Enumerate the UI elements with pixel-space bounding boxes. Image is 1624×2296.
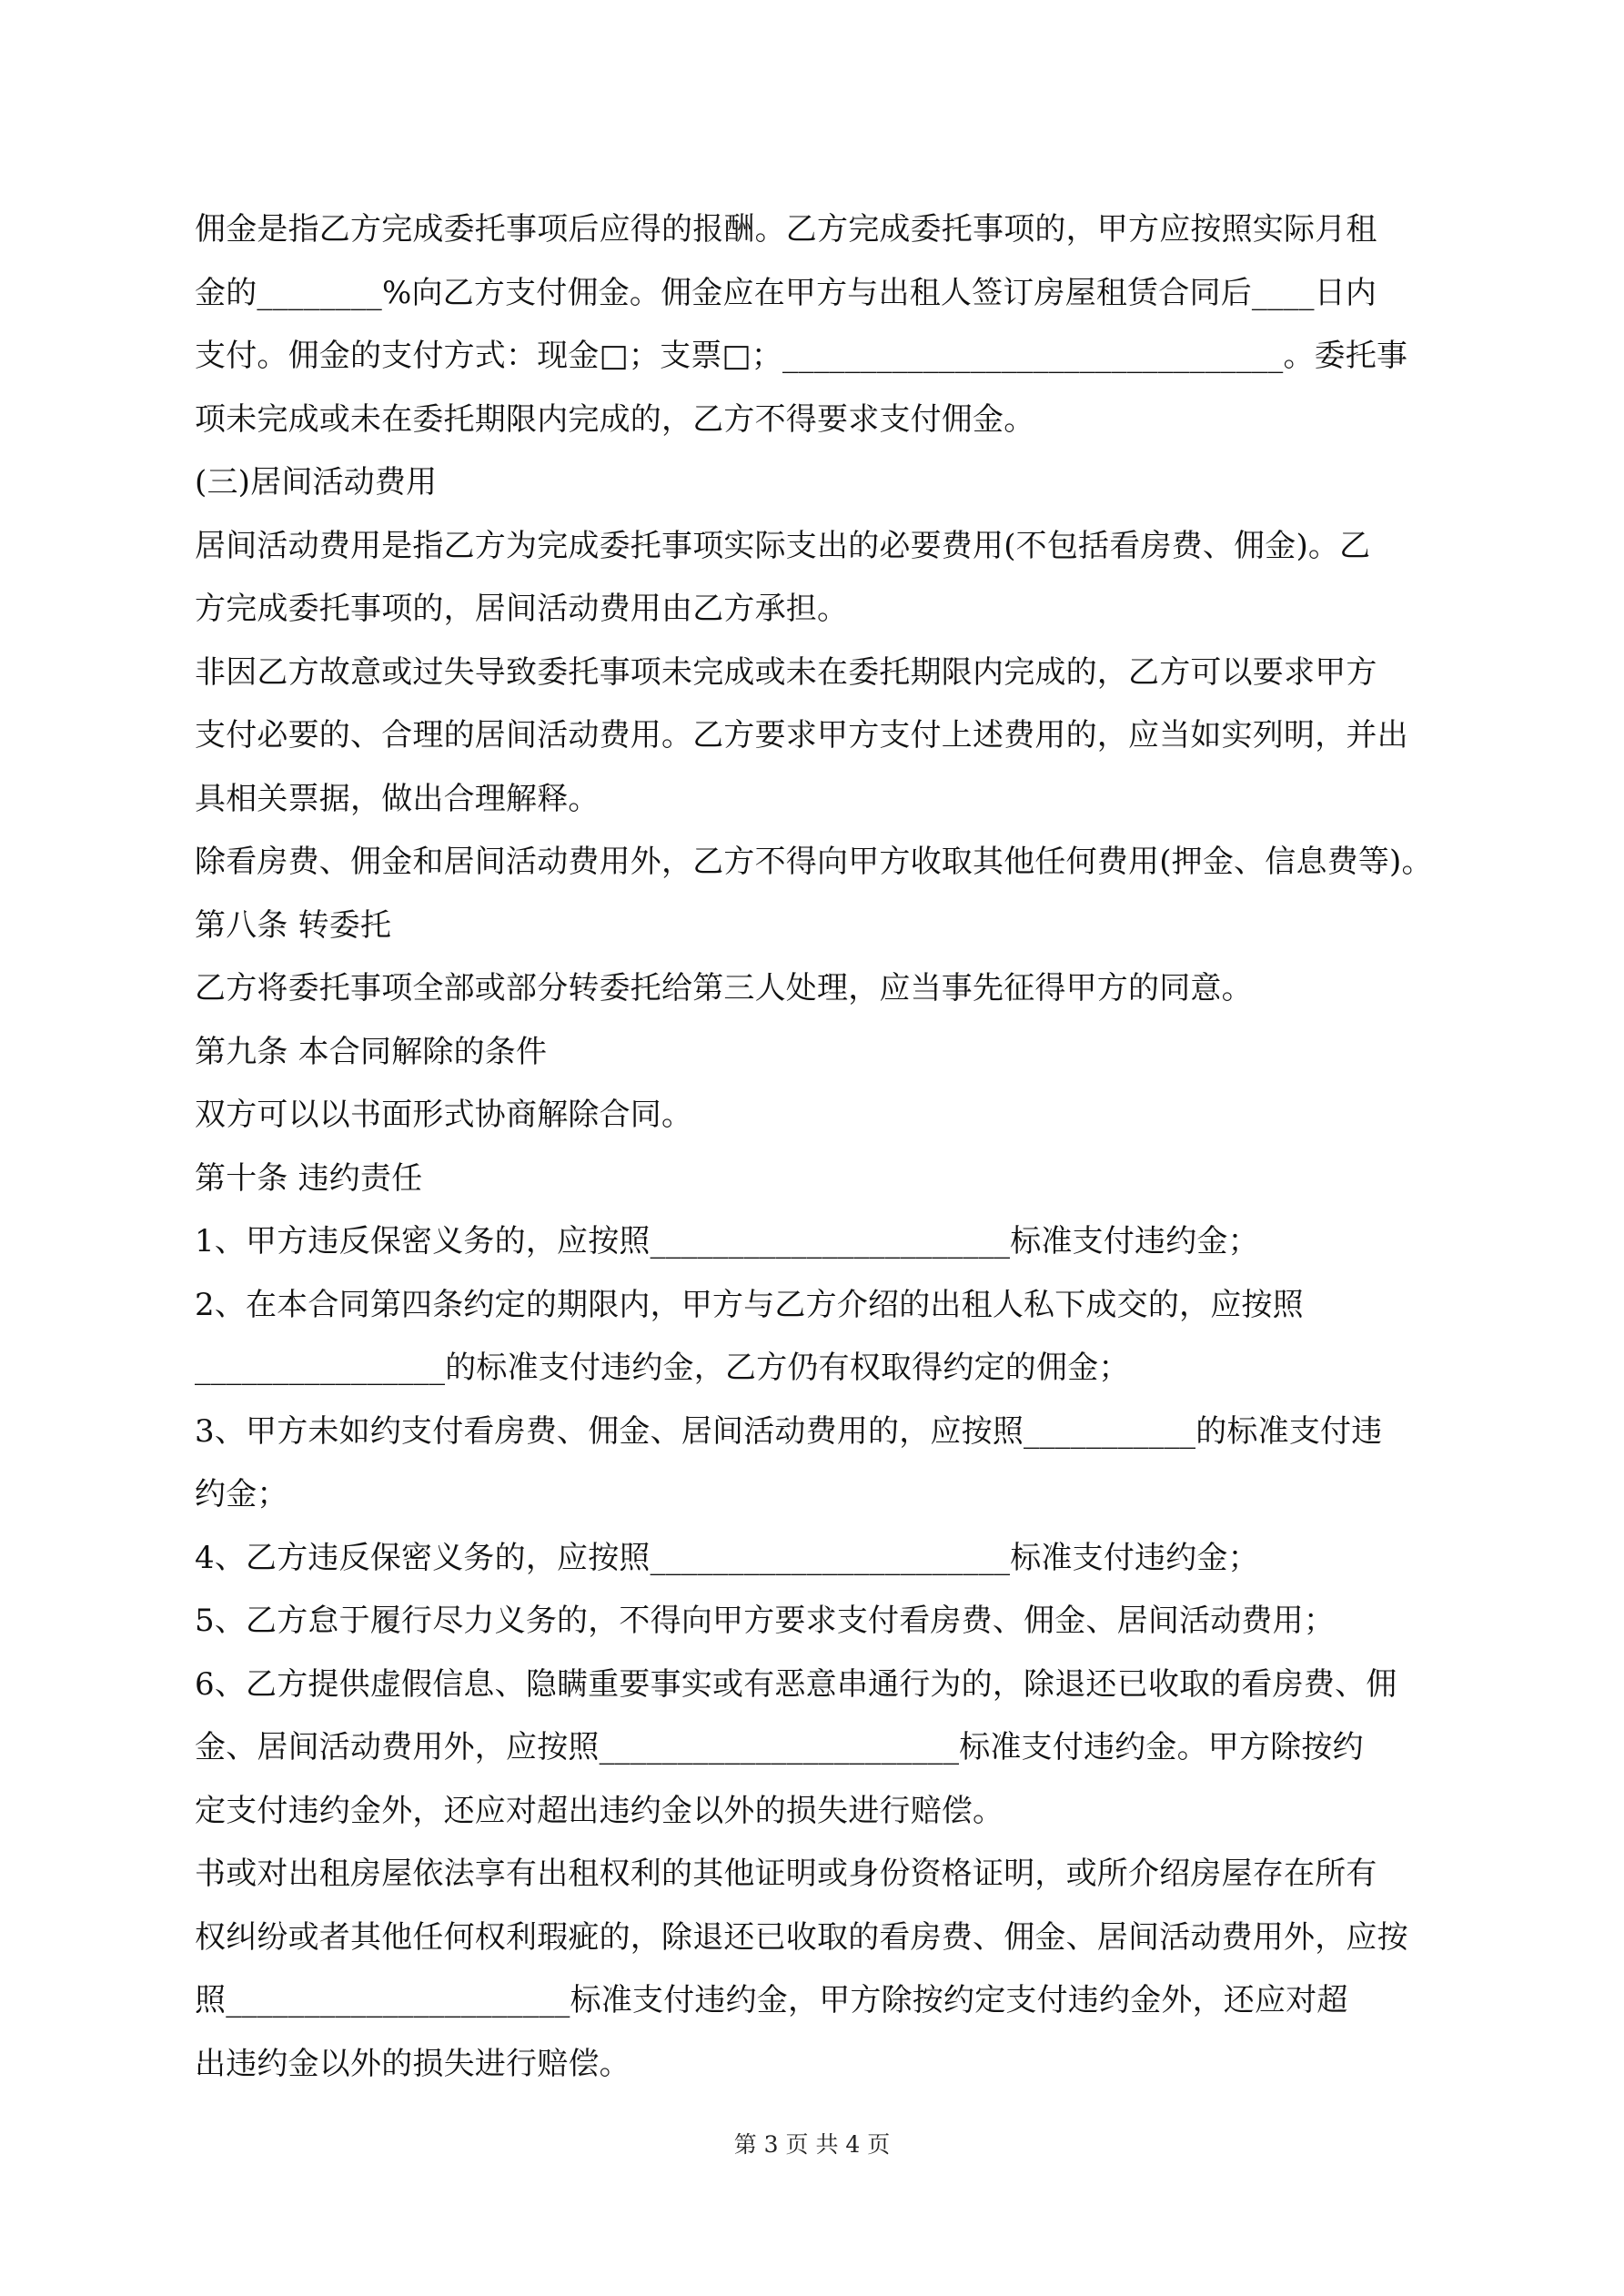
clause-line: 5、乙方怠于履行尽力义务的，不得向甲方要求支付看房费、佣金、居间活动费用； bbox=[195, 1603, 1336, 1639]
clause-line: 3、甲方未如约支付看房费、佣金、居间活动费用的，应按照___________的标准支付违 bbox=[195, 1412, 1383, 1450]
text-line: 支付。佣金的支付方式：现金□；支票□；________________________________。委托事 bbox=[195, 338, 1408, 374]
article-heading: 第八条 转委托 bbox=[195, 906, 392, 944]
text-line: 照______________________标准支付违约金，甲方除按约定支付违约金外，还应对超 bbox=[195, 1982, 1348, 2018]
page-number-footer: 第 3 页 共 4 页 bbox=[733, 2131, 891, 2158]
article-heading: 第九条 本合同解除的条件 bbox=[195, 1033, 548, 1070]
text-line: 方完成委托事项的，居间活动费用由乙方承担。 bbox=[195, 591, 849, 627]
clause-line: 金、居间活动费用外，应按照_______________________标准支付违约金。甲方除按约 bbox=[195, 1729, 1364, 1765]
text-line: 权纠纷或者其他任何权利瑕疵的，除退还已收取的看房费、佣金、居间活动费用外，应按 bbox=[195, 1918, 1408, 1956]
contract-body bbox=[195, 198, 1432, 2096]
text-line: 乙方将委托事项全部或部分转委托给第三人处理，应当事先征得甲方的同意。 bbox=[195, 970, 1253, 1006]
text-line: 出违约金以外的损失进行赔偿。 bbox=[195, 2045, 630, 2082]
text-line: 除看房费、佣金和居间活动费用外，乙方不得向甲方收取其他任何费用(押金、信息费等)。 bbox=[195, 844, 1433, 880]
text-line: 双方可以以书面形式协商解除合同。 bbox=[195, 1097, 693, 1133]
clause-line: 4、乙方违反保密义务的，应按照_______________________标准支付违约金； bbox=[195, 1539, 1259, 1576]
article-heading: 第十条 违约责任 bbox=[195, 1159, 423, 1197]
text-line: 金的________%向乙方支付佣金。佣金应在甲方与出租人签订房屋租赁合同后____日内 bbox=[195, 274, 1377, 311]
text-line: 支付必要的、合理的居间活动费用。乙方要求甲方支付上述费用的，应当如实列明，并出 bbox=[195, 717, 1408, 754]
clause-line: 2、在本合同第四条约定的期限内，甲方与乙方介绍的出租人私下成交的，应按照 bbox=[195, 1286, 1304, 1323]
text-line: 具相关票据，做出合理解释。 bbox=[195, 780, 600, 817]
text-line: 居间活动费用是指乙方为完成委托事项实际支出的必要费用(不包括看房费、佣金)。乙 bbox=[195, 527, 1371, 564]
clause-line: ________________的标准支付违约金，乙方仍有权取得约定的佣金； bbox=[195, 1350, 1130, 1386]
clause-line: 约金； bbox=[195, 1476, 288, 1512]
text-line: 项未完成或未在委托期限内完成的，乙方不得要求支付佣金。 bbox=[195, 400, 1035, 438]
text-line: 非因乙方故意或过失导致委托事项未完成或未在委托期限内完成的，乙方可以要求甲方 bbox=[195, 653, 1377, 691]
section-heading: (三)居间活动费用 bbox=[195, 464, 438, 501]
text-line: 佣金是指乙方完成委托事项后应得的报酬。乙方完成委托事项的，甲方应按照实际月租 bbox=[195, 211, 1377, 248]
clause-line: 定支付违约金外，还应对超出违约金以外的损失进行赔偿。 bbox=[195, 1792, 1004, 1829]
clause-line: 6、乙方提供虚假信息、隐瞒重要事实或有恶意串通行为的，除退还已收取的看房费、佣 bbox=[195, 1665, 1397, 1703]
clause-line: 1、甲方违反保密义务的，应按照_______________________标准支付违约金； bbox=[195, 1223, 1259, 1259]
text-line: 书或对出租房屋依法享有出租权利的其他证明或身份资格证明，或所介绍房屋存在所有 bbox=[195, 1856, 1377, 1892]
